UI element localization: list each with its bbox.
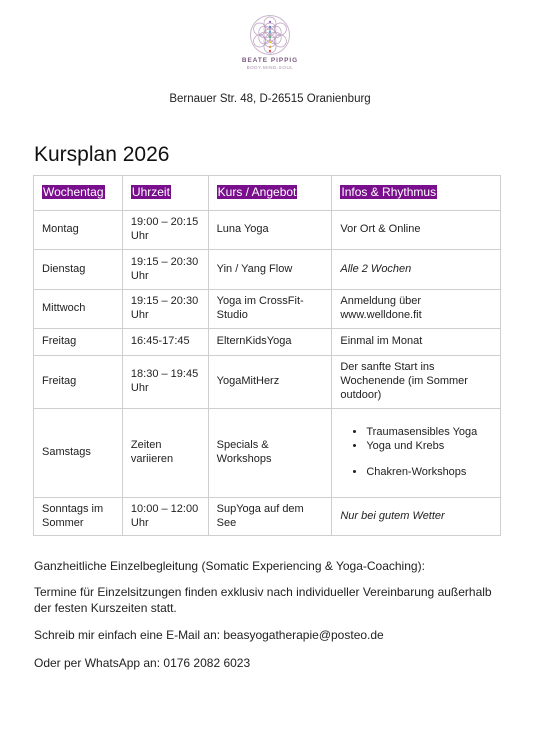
table-row [34, 250, 501, 290]
footer-text-whatsapp: Oder per WhatsApp an: 0176 2082 6023 [34, 656, 251, 670]
logo-name: BEATE PIPPIG [241, 57, 299, 64]
info-cell: Einmal im Monat [332, 329, 501, 356]
course-cell: YogaMitHerz [208, 356, 332, 409]
day-cell: Montag [34, 211, 123, 250]
day-cell: Samstags [34, 409, 123, 498]
time-cell: 16:45-17:45 [122, 329, 208, 356]
info-cell: Der sanfte Start ins Wochenende (im Sommer outdoor) [332, 356, 501, 409]
list-item: • Yoga und Krebs [366, 440, 492, 454]
column-header: Infos & Rhythmus [332, 176, 501, 211]
day-cell: Dienstag [34, 250, 123, 290]
day-cell: Mittwoch [34, 290, 123, 329]
course-cell: Yoga im CrossFit-Studio [208, 290, 332, 329]
flower-of-life-icon [249, 14, 291, 56]
course-cell: ElternKidsYoga [208, 329, 332, 356]
logo [233, 14, 307, 70]
address: Bernauer Str. 48, D-26515 Oranienburg [169, 93, 371, 105]
table-row [34, 211, 501, 250]
course-table [33, 175, 501, 536]
logo-tagline: BODY.MIND.SOUL [246, 65, 294, 70]
course-cell: Yin / Yang Flow [208, 250, 332, 290]
table-header-row [34, 176, 501, 211]
course-cell: Luna Yoga [208, 211, 332, 250]
column-header: Uhrzeit [122, 176, 208, 211]
column-header: Kurs / Angebot [208, 176, 332, 211]
time-cell: 19:00 – 20:15 Uhr [122, 211, 208, 250]
time-cell: 10:00 – 12:00 Uhr [122, 498, 208, 536]
day-cell: Freitag [34, 356, 123, 409]
column-header: Wochentag [34, 176, 123, 211]
footer-text-email: Schreib mir einfach eine E-Mail an: beasyogatherapie@posteo.de [34, 628, 384, 642]
time-cell: 19:15 – 20:30 Uhr [122, 290, 208, 329]
footer-text-appointments: Termine für Einzelsitzungen finden exklusiv nach individueller Vereinbarung außerhalb der festen Kurszeiten statt. [34, 585, 492, 615]
info-cell: Alle 2 Wochen [332, 250, 501, 290]
list-item: • Chakren-Workshops [366, 466, 492, 480]
table-row [34, 409, 501, 498]
table-row [34, 329, 501, 356]
table-row [34, 356, 501, 409]
info-cell: Nur bei gutem Wetter [332, 498, 501, 536]
list-item: • Traumasensibles Yoga [366, 426, 492, 440]
time-cell: 18:30 – 19:45 Uhr [122, 356, 208, 409]
course-cell: Specials & Workshops [208, 409, 332, 498]
table-row [34, 498, 501, 536]
page-title: Kursplan 2026 [34, 143, 170, 166]
info-cell: Vor Ort & Online [332, 211, 501, 250]
footer-heading: Ganzheitliche Einzelbegleitung (Somatic Experiencing & Yoga-Coaching): [34, 559, 425, 573]
day-cell: Sonntags im Sommer [34, 498, 123, 536]
info-cell: Anmeldung über www.welldone.fit [332, 290, 501, 329]
info-list [340, 426, 492, 480]
time-cell: 19:15 – 20:30 Uhr [122, 250, 208, 290]
table-row [34, 290, 501, 329]
time-cell: Zeiten variieren [122, 409, 208, 498]
day-cell: Freitag [34, 329, 123, 356]
info-cell [332, 409, 501, 498]
course-cell: SupYoga auf dem See [208, 498, 332, 536]
